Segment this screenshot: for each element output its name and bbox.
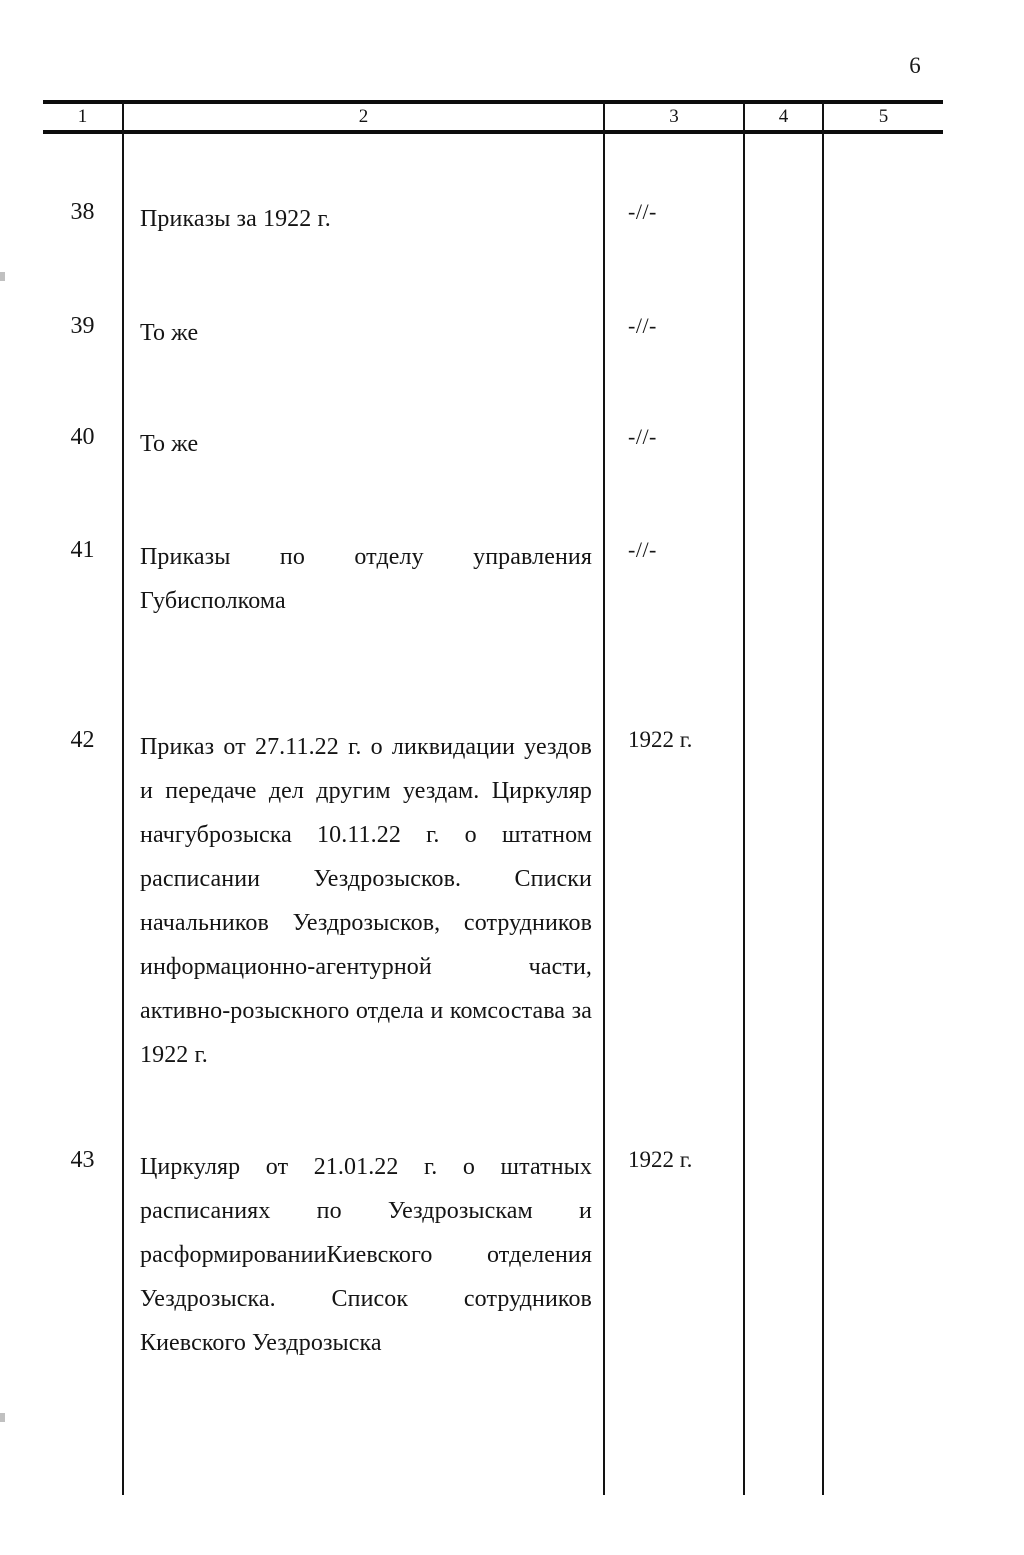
header-bottom-rule (43, 130, 943, 134)
page-number: 6 (909, 53, 921, 78)
row-description: Циркуляр от 21.01.22 г. о штатных расписаниях по Уездрозыскам и расформированииКиевского отделения Уездрозыска. Список сотрудников Киевского Уездрозыска (140, 1154, 592, 1356)
column-header-1: 1 (77, 106, 88, 127)
row-number: 41 (70, 537, 95, 563)
row-number: 39 (70, 313, 95, 339)
row-description: Приказ от 27.11.22 г. о ликвидации уездов и передаче дел другим уездам. Циркуляр начгуброзыска 10.11.22 г. о штатном расписании Уездрозысков. Списки начальников Уездрозысков, сотрудников информационно-агентурной части, активно-розыскного отдела и комсостава за 1922 г. (140, 734, 592, 1068)
row-date: -//- (628, 199, 657, 224)
row-number: 43 (70, 1147, 95, 1173)
column-divider-3 (743, 102, 745, 1495)
row-number: 40 (70, 424, 95, 450)
scan-artifact-mark (0, 272, 5, 281)
column-header-4: 4 (778, 106, 789, 127)
column-divider-4 (822, 102, 824, 1495)
inventory-table (43, 100, 943, 1495)
row-number: 42 (70, 727, 95, 753)
column-header-3: 3 (669, 106, 679, 127)
row-description: То же (140, 431, 199, 457)
row-date: -//- (628, 313, 657, 338)
column-header-5: 5 (878, 106, 889, 127)
scan-artifact-mark (0, 1413, 5, 1422)
row-number: 38 (70, 199, 95, 225)
column-divider-2 (603, 102, 605, 1495)
row-date: 1922 г. (628, 1147, 693, 1172)
row-description: Приказы за 1922 г. (140, 206, 331, 232)
row-date: -//- (628, 424, 657, 449)
column-divider-1 (122, 102, 124, 1495)
row-date: -//- (628, 537, 657, 562)
row-date: 1922 г. (628, 727, 693, 752)
row-description: То же (140, 320, 199, 346)
row-description: Приказы по отделу управления Губисполкома (140, 544, 592, 614)
column-header-2: 2 (358, 106, 369, 127)
